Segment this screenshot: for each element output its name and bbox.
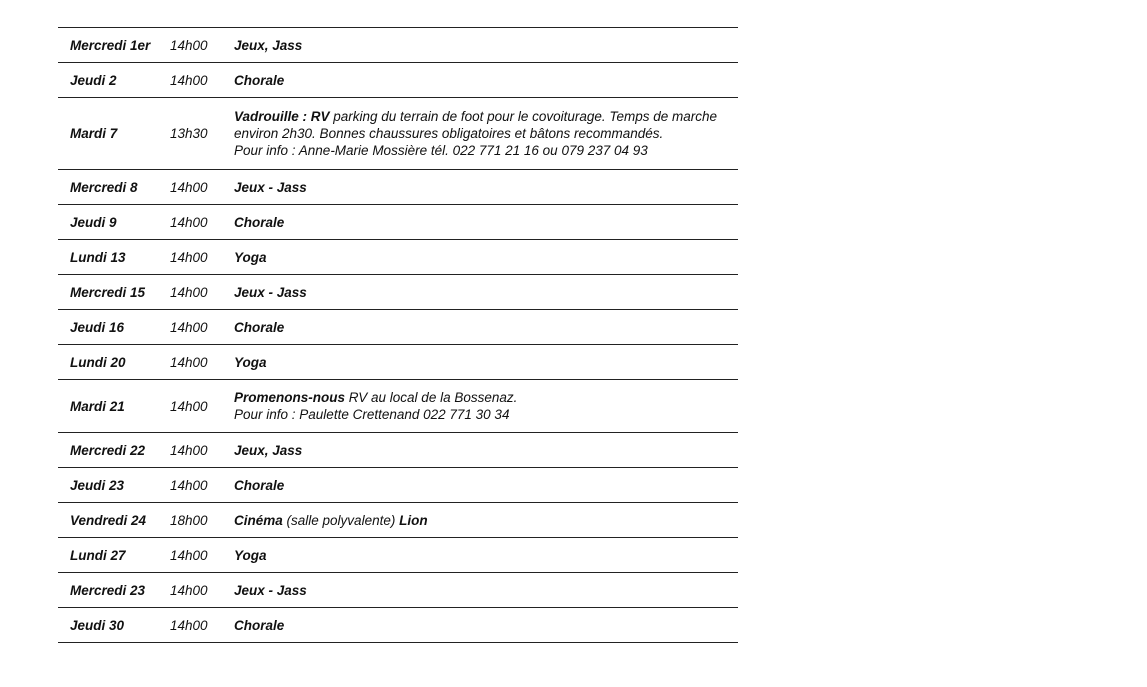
description-line <box>234 354 728 371</box>
description-line <box>234 582 728 599</box>
description-line <box>234 406 728 423</box>
schedule-description <box>234 249 738 266</box>
schedule-description <box>234 319 738 336</box>
schedule-row <box>58 538 738 573</box>
description-line <box>234 547 728 564</box>
description-segment: Chorale <box>234 214 285 230</box>
schedule-row <box>58 240 738 275</box>
description-line <box>234 284 728 301</box>
schedule-row <box>58 433 738 468</box>
schedule-row <box>58 503 738 538</box>
description-line <box>234 108 728 125</box>
schedule-day: Mercredi 15 <box>70 284 146 300</box>
schedule-description <box>234 389 738 423</box>
schedule-row <box>58 608 738 643</box>
schedule-day: Vendredi 24 <box>70 512 147 528</box>
schedule-day: Jeudi 16 <box>70 319 125 335</box>
schedule-day: Lundi 13 <box>70 249 126 265</box>
schedule-time: 14h00 <box>170 249 208 265</box>
description-segment: Pour info : Anne-Marie Mossière tél. 022 771 21 16 ou 079 237 04 93 <box>234 143 648 158</box>
schedule-description <box>234 179 738 196</box>
description-line <box>234 477 728 494</box>
schedule-day: Lundi 20 <box>70 354 126 370</box>
description-segment: (salle polyvalente) <box>282 512 400 528</box>
schedule-day: Jeudi 23 <box>70 477 125 493</box>
description-segment: Jeux, Jass <box>234 37 303 53</box>
schedule-description <box>234 547 738 564</box>
description-line <box>234 389 728 406</box>
schedule-time: 14h00 <box>170 354 208 370</box>
schedule-table <box>58 27 738 643</box>
description-line <box>234 179 728 196</box>
schedule-description <box>234 582 738 599</box>
schedule-row <box>58 170 738 205</box>
schedule-time: 14h00 <box>170 319 208 335</box>
description-line <box>234 249 728 266</box>
schedule-description <box>234 108 738 159</box>
schedule-day: Jeudi 2 <box>70 72 117 88</box>
schedule-row <box>58 573 738 608</box>
description-segment: parking du terrain de foot pour le covoiturage. Temps de marche <box>329 109 717 124</box>
schedule-time: 14h00 <box>170 477 208 493</box>
schedule-time: 13h30 <box>170 126 208 141</box>
description-segment: Jeux - Jass <box>234 179 307 195</box>
description-line <box>234 512 728 529</box>
schedule-time: 14h00 <box>170 284 208 300</box>
schedule-day: Mercredi 8 <box>70 179 138 195</box>
schedule-row <box>58 468 738 503</box>
schedule-description <box>234 442 738 459</box>
schedule-day: Mardi 21 <box>70 398 125 414</box>
schedule-description <box>234 37 738 54</box>
description-segment: environ 2h30. Bonnes chaussures obligatoires et bâtons recommandés. <box>234 126 664 141</box>
description-line <box>234 617 728 634</box>
schedule-time: 14h00 <box>170 37 208 53</box>
schedule-day: Mercredi 22 <box>70 442 146 458</box>
description-line <box>234 125 728 142</box>
description-line <box>234 37 728 54</box>
schedule-row <box>58 380 738 433</box>
description-segment: Chorale <box>234 72 285 88</box>
schedule-time: 14h00 <box>170 72 208 88</box>
schedule-description <box>234 512 738 529</box>
description-segment: Yoga <box>234 354 267 370</box>
schedule-day: Mardi 7 <box>70 126 118 141</box>
schedule-row <box>58 98 738 170</box>
description-segment: Jeux - Jass <box>234 582 307 598</box>
description-segment: RV au local de la Bossenaz. <box>345 390 518 405</box>
schedule-day: Lundi 27 <box>70 547 126 563</box>
description-segment: Yoga <box>234 249 267 265</box>
description-segment: Vadrouille : RV <box>234 109 330 124</box>
schedule-description <box>234 284 738 301</box>
schedule-time: 14h00 <box>170 582 208 598</box>
schedule-day: Jeudi 9 <box>70 214 117 230</box>
description-line <box>234 142 728 159</box>
schedule-row <box>58 63 738 98</box>
description-segment: Chorale <box>234 617 285 633</box>
description-line <box>234 214 728 231</box>
schedule-row <box>58 345 738 380</box>
schedule-description <box>234 214 738 231</box>
schedule-time: 14h00 <box>170 547 208 563</box>
description-segment: Jeux, Jass <box>234 442 303 458</box>
schedule-row <box>58 275 738 310</box>
schedule-time: 14h00 <box>170 617 208 633</box>
description-line <box>234 72 728 89</box>
schedule-description <box>234 477 738 494</box>
schedule-description <box>234 617 738 634</box>
schedule-description <box>234 72 738 89</box>
description-segment: Chorale <box>234 319 285 335</box>
schedule-time: 14h00 <box>170 442 208 458</box>
description-line <box>234 442 728 459</box>
description-segment: Yoga <box>234 547 267 563</box>
schedule-row <box>58 310 738 345</box>
schedule-day: Mercredi 23 <box>70 582 146 598</box>
description-segment: Jeux - Jass <box>234 284 307 300</box>
schedule-description <box>234 354 738 371</box>
description-segment: Chorale <box>234 477 285 493</box>
schedule-time: 14h00 <box>170 179 208 195</box>
schedule-time: 14h00 <box>170 214 208 230</box>
schedule-time: 14h00 <box>170 398 208 414</box>
description-segment: Pour info : Paulette Crettenand 022 771 30 34 <box>234 407 510 422</box>
schedule-day: Mercredi 1er <box>70 37 151 53</box>
description-segment: Lion <box>399 512 428 528</box>
schedule-row <box>58 205 738 240</box>
description-line <box>234 319 728 336</box>
schedule-row <box>58 28 738 63</box>
description-segment: Cinéma <box>234 512 283 528</box>
schedule-day: Jeudi 30 <box>70 617 125 633</box>
schedule-time: 18h00 <box>170 512 208 528</box>
description-segment: Promenons-nous <box>234 390 346 405</box>
